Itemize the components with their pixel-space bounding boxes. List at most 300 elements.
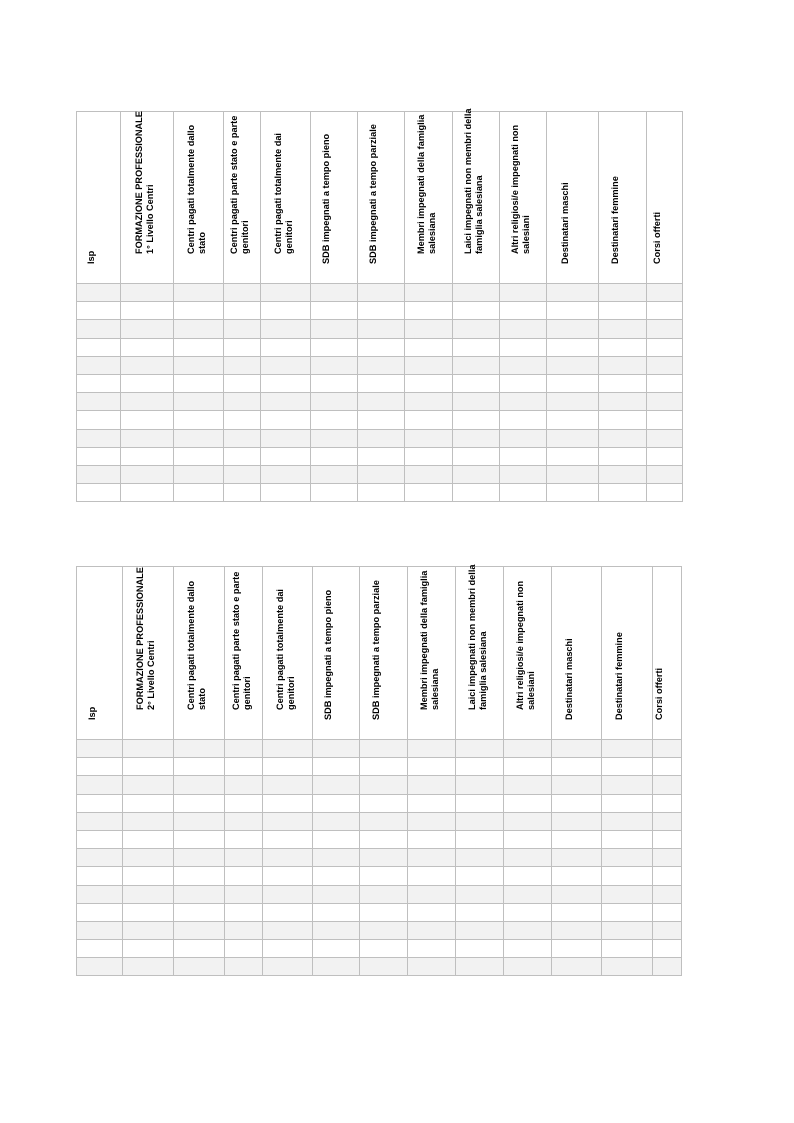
table-cell[interactable] bbox=[653, 758, 682, 776]
table-cell[interactable] bbox=[647, 374, 683, 392]
table-cell[interactable] bbox=[647, 302, 683, 320]
table-cell[interactable] bbox=[311, 484, 358, 502]
table-cell[interactable] bbox=[602, 758, 653, 776]
table-cell[interactable] bbox=[453, 374, 500, 392]
table-cell[interactable] bbox=[225, 740, 263, 758]
table-cell[interactable] bbox=[77, 812, 123, 830]
table-cell[interactable] bbox=[405, 447, 453, 465]
table-cell[interactable] bbox=[599, 302, 647, 320]
table-cell[interactable] bbox=[123, 740, 174, 758]
table-cell[interactable] bbox=[602, 921, 653, 939]
table-cell[interactable] bbox=[599, 393, 647, 411]
table-cell[interactable] bbox=[123, 885, 174, 903]
table-cell[interactable] bbox=[547, 302, 599, 320]
table-cell[interactable] bbox=[408, 776, 456, 794]
table-cell[interactable] bbox=[504, 740, 552, 758]
table-cell[interactable] bbox=[547, 484, 599, 502]
table-cell[interactable] bbox=[121, 465, 174, 483]
table-cell[interactable] bbox=[552, 958, 602, 976]
table-cell[interactable] bbox=[263, 776, 313, 794]
table-cell[interactable] bbox=[358, 374, 405, 392]
table-cell[interactable] bbox=[313, 885, 360, 903]
table-cell[interactable] bbox=[174, 903, 225, 921]
table-cell[interactable] bbox=[174, 484, 224, 502]
table-cell[interactable] bbox=[405, 284, 453, 302]
table-cell[interactable] bbox=[224, 447, 261, 465]
table-cell[interactable] bbox=[405, 484, 453, 502]
table-cell[interactable] bbox=[313, 921, 360, 939]
table-cell[interactable] bbox=[174, 338, 224, 356]
table-cell[interactable] bbox=[500, 447, 547, 465]
table-cell[interactable] bbox=[504, 794, 552, 812]
table-cell[interactable] bbox=[599, 484, 647, 502]
table-cell[interactable] bbox=[602, 903, 653, 921]
table-cell[interactable] bbox=[358, 338, 405, 356]
table-cell[interactable] bbox=[602, 776, 653, 794]
table-cell[interactable] bbox=[311, 465, 358, 483]
table-cell[interactable] bbox=[121, 374, 174, 392]
table-cell[interactable] bbox=[653, 812, 682, 830]
table-cell[interactable] bbox=[77, 320, 121, 338]
table-cell[interactable] bbox=[225, 940, 263, 958]
table-cell[interactable] bbox=[456, 758, 504, 776]
table-cell[interactable] bbox=[500, 284, 547, 302]
table-cell[interactable] bbox=[225, 921, 263, 939]
table-cell[interactable] bbox=[174, 958, 225, 976]
table-cell[interactable] bbox=[358, 411, 405, 429]
table-cell[interactable] bbox=[311, 393, 358, 411]
table-cell[interactable] bbox=[263, 903, 313, 921]
table-cell[interactable] bbox=[599, 284, 647, 302]
table-cell[interactable] bbox=[408, 940, 456, 958]
table-cell[interactable] bbox=[360, 758, 408, 776]
table-cell[interactable] bbox=[408, 921, 456, 939]
table-cell[interactable] bbox=[261, 447, 311, 465]
table-cell[interactable] bbox=[358, 393, 405, 411]
table-cell[interactable] bbox=[313, 958, 360, 976]
table-cell[interactable] bbox=[504, 958, 552, 976]
table-cell[interactable] bbox=[547, 465, 599, 483]
table-cell[interactable] bbox=[653, 849, 682, 867]
table-cell[interactable] bbox=[456, 776, 504, 794]
table-cell[interactable] bbox=[653, 830, 682, 848]
table-cell[interactable] bbox=[408, 758, 456, 776]
table-cell[interactable] bbox=[456, 903, 504, 921]
table-cell[interactable] bbox=[405, 338, 453, 356]
table-cell[interactable] bbox=[653, 794, 682, 812]
table-cell[interactable] bbox=[504, 849, 552, 867]
table-cell[interactable] bbox=[263, 885, 313, 903]
table-cell[interactable] bbox=[405, 429, 453, 447]
table-cell[interactable] bbox=[77, 903, 123, 921]
table-cell[interactable] bbox=[123, 849, 174, 867]
table-cell[interactable] bbox=[121, 484, 174, 502]
table-cell[interactable] bbox=[311, 302, 358, 320]
table-cell[interactable] bbox=[121, 338, 174, 356]
table-cell[interactable] bbox=[647, 465, 683, 483]
table-cell[interactable] bbox=[552, 940, 602, 958]
table-cell[interactable] bbox=[405, 356, 453, 374]
table-cell[interactable] bbox=[263, 812, 313, 830]
table-cell[interactable] bbox=[647, 484, 683, 502]
table-cell[interactable] bbox=[547, 356, 599, 374]
table-cell[interactable] bbox=[647, 320, 683, 338]
table-cell[interactable] bbox=[123, 794, 174, 812]
table-cell[interactable] bbox=[77, 758, 123, 776]
table-cell[interactable] bbox=[77, 849, 123, 867]
table-cell[interactable] bbox=[224, 320, 261, 338]
table-cell[interactable] bbox=[224, 374, 261, 392]
table-cell[interactable] bbox=[77, 776, 123, 794]
table-cell[interactable] bbox=[647, 411, 683, 429]
table-cell[interactable] bbox=[123, 867, 174, 885]
table-cell[interactable] bbox=[225, 849, 263, 867]
table-cell[interactable] bbox=[263, 921, 313, 939]
table-cell[interactable] bbox=[174, 776, 225, 794]
table-cell[interactable] bbox=[77, 794, 123, 812]
table-cell[interactable] bbox=[261, 484, 311, 502]
table-cell[interactable] bbox=[453, 302, 500, 320]
table-cell[interactable] bbox=[405, 374, 453, 392]
table-cell[interactable] bbox=[261, 320, 311, 338]
table-cell[interactable] bbox=[224, 484, 261, 502]
table-cell[interactable] bbox=[77, 830, 123, 848]
table-cell[interactable] bbox=[653, 885, 682, 903]
table-cell[interactable] bbox=[552, 867, 602, 885]
table-cell[interactable] bbox=[225, 776, 263, 794]
table-cell[interactable] bbox=[500, 429, 547, 447]
table-cell[interactable] bbox=[504, 776, 552, 794]
table-cell[interactable] bbox=[456, 812, 504, 830]
table-cell[interactable] bbox=[311, 338, 358, 356]
table-cell[interactable] bbox=[547, 411, 599, 429]
table-cell[interactable] bbox=[225, 867, 263, 885]
table-cell[interactable] bbox=[123, 776, 174, 794]
table-cell[interactable] bbox=[358, 302, 405, 320]
table-cell[interactable] bbox=[602, 885, 653, 903]
table-cell[interactable] bbox=[504, 903, 552, 921]
table-cell[interactable] bbox=[360, 958, 408, 976]
table-cell[interactable] bbox=[500, 320, 547, 338]
table-cell[interactable] bbox=[360, 940, 408, 958]
table-cell[interactable] bbox=[174, 885, 225, 903]
table-cell[interactable] bbox=[504, 812, 552, 830]
table-cell[interactable] bbox=[174, 740, 225, 758]
table-cell[interactable] bbox=[358, 284, 405, 302]
table-cell[interactable] bbox=[261, 356, 311, 374]
table-cell[interactable] bbox=[261, 411, 311, 429]
table-cell[interactable] bbox=[360, 776, 408, 794]
table-cell[interactable] bbox=[456, 794, 504, 812]
table-cell[interactable] bbox=[121, 320, 174, 338]
table-cell[interactable] bbox=[360, 903, 408, 921]
table-cell[interactable] bbox=[311, 284, 358, 302]
table-cell[interactable] bbox=[261, 465, 311, 483]
table-cell[interactable] bbox=[405, 393, 453, 411]
table-cell[interactable] bbox=[647, 338, 683, 356]
table-cell[interactable] bbox=[263, 740, 313, 758]
table-cell[interactable] bbox=[77, 484, 121, 502]
table-cell[interactable] bbox=[602, 830, 653, 848]
table-cell[interactable] bbox=[77, 284, 121, 302]
table-cell[interactable] bbox=[77, 885, 123, 903]
table-cell[interactable] bbox=[653, 940, 682, 958]
table-cell[interactable] bbox=[547, 320, 599, 338]
table-cell[interactable] bbox=[552, 849, 602, 867]
table-cell[interactable] bbox=[408, 740, 456, 758]
table-cell[interactable] bbox=[224, 356, 261, 374]
table-cell[interactable] bbox=[77, 740, 123, 758]
table-cell[interactable] bbox=[121, 429, 174, 447]
table-cell[interactable] bbox=[123, 958, 174, 976]
table-cell[interactable] bbox=[552, 812, 602, 830]
table-cell[interactable] bbox=[121, 302, 174, 320]
table-cell[interactable] bbox=[552, 885, 602, 903]
table-cell[interactable] bbox=[225, 830, 263, 848]
table-cell[interactable] bbox=[504, 758, 552, 776]
table-cell[interactable] bbox=[408, 794, 456, 812]
table-cell[interactable] bbox=[360, 794, 408, 812]
table-cell[interactable] bbox=[225, 812, 263, 830]
table-cell[interactable] bbox=[77, 356, 121, 374]
table-cell[interactable] bbox=[453, 465, 500, 483]
table-cell[interactable] bbox=[77, 447, 121, 465]
table-cell[interactable] bbox=[123, 758, 174, 776]
table-cell[interactable] bbox=[313, 830, 360, 848]
table-cell[interactable] bbox=[358, 320, 405, 338]
table-cell[interactable] bbox=[174, 320, 224, 338]
table-cell[interactable] bbox=[647, 447, 683, 465]
table-cell[interactable] bbox=[123, 940, 174, 958]
table-cell[interactable] bbox=[174, 429, 224, 447]
table-cell[interactable] bbox=[261, 429, 311, 447]
table-cell[interactable] bbox=[408, 958, 456, 976]
table-cell[interactable] bbox=[602, 849, 653, 867]
table-cell[interactable] bbox=[225, 958, 263, 976]
table-cell[interactable] bbox=[174, 812, 225, 830]
table-cell[interactable] bbox=[599, 411, 647, 429]
table-cell[interactable] bbox=[552, 830, 602, 848]
table-cell[interactable] bbox=[174, 921, 225, 939]
table-cell[interactable] bbox=[547, 447, 599, 465]
table-cell[interactable] bbox=[602, 940, 653, 958]
table-cell[interactable] bbox=[453, 484, 500, 502]
table-cell[interactable] bbox=[121, 411, 174, 429]
table-cell[interactable] bbox=[358, 447, 405, 465]
table-cell[interactable] bbox=[174, 794, 225, 812]
table-cell[interactable] bbox=[653, 776, 682, 794]
table-cell[interactable] bbox=[653, 903, 682, 921]
table-cell[interactable] bbox=[599, 465, 647, 483]
table-cell[interactable] bbox=[547, 284, 599, 302]
table-cell[interactable] bbox=[225, 885, 263, 903]
table-cell[interactable] bbox=[174, 447, 224, 465]
table-cell[interactable] bbox=[225, 794, 263, 812]
table-cell[interactable] bbox=[77, 465, 121, 483]
table-cell[interactable] bbox=[311, 356, 358, 374]
table-cell[interactable] bbox=[121, 393, 174, 411]
table-cell[interactable] bbox=[453, 447, 500, 465]
table-cell[interactable] bbox=[174, 830, 225, 848]
table-cell[interactable] bbox=[453, 284, 500, 302]
table-cell[interactable] bbox=[408, 830, 456, 848]
table-cell[interactable] bbox=[224, 465, 261, 483]
table-cell[interactable] bbox=[174, 393, 224, 411]
table-cell[interactable] bbox=[77, 302, 121, 320]
table-cell[interactable] bbox=[599, 320, 647, 338]
table-cell[interactable] bbox=[647, 393, 683, 411]
table-cell[interactable] bbox=[224, 393, 261, 411]
table-cell[interactable] bbox=[602, 740, 653, 758]
table-cell[interactable] bbox=[174, 758, 225, 776]
table-cell[interactable] bbox=[263, 958, 313, 976]
table-cell[interactable] bbox=[360, 849, 408, 867]
table-cell[interactable] bbox=[174, 940, 225, 958]
table-cell[interactable] bbox=[653, 958, 682, 976]
table-cell[interactable] bbox=[77, 921, 123, 939]
table-cell[interactable] bbox=[405, 411, 453, 429]
table-cell[interactable] bbox=[360, 885, 408, 903]
table-cell[interactable] bbox=[653, 921, 682, 939]
table-cell[interactable] bbox=[599, 338, 647, 356]
table-cell[interactable] bbox=[121, 447, 174, 465]
table-cell[interactable] bbox=[358, 465, 405, 483]
table-cell[interactable] bbox=[77, 338, 121, 356]
table-cell[interactable] bbox=[311, 320, 358, 338]
table-cell[interactable] bbox=[77, 374, 121, 392]
table-cell[interactable] bbox=[77, 393, 121, 411]
table-cell[interactable] bbox=[360, 830, 408, 848]
table-cell[interactable] bbox=[360, 921, 408, 939]
table-cell[interactable] bbox=[405, 465, 453, 483]
table-cell[interactable] bbox=[453, 411, 500, 429]
table-cell[interactable] bbox=[602, 867, 653, 885]
table-cell[interactable] bbox=[225, 903, 263, 921]
table-cell[interactable] bbox=[263, 794, 313, 812]
table-cell[interactable] bbox=[263, 849, 313, 867]
table-cell[interactable] bbox=[77, 429, 121, 447]
table-cell[interactable] bbox=[500, 393, 547, 411]
table-cell[interactable] bbox=[500, 411, 547, 429]
table-cell[interactable] bbox=[647, 429, 683, 447]
table-cell[interactable] bbox=[263, 940, 313, 958]
table-cell[interactable] bbox=[313, 794, 360, 812]
table-cell[interactable] bbox=[174, 284, 224, 302]
table-cell[interactable] bbox=[453, 338, 500, 356]
table-cell[interactable] bbox=[224, 411, 261, 429]
table-cell[interactable] bbox=[500, 338, 547, 356]
table-cell[interactable] bbox=[547, 338, 599, 356]
table-cell[interactable] bbox=[174, 411, 224, 429]
table-cell[interactable] bbox=[123, 830, 174, 848]
table-cell[interactable] bbox=[174, 849, 225, 867]
table-cell[interactable] bbox=[360, 867, 408, 885]
table-cell[interactable] bbox=[358, 429, 405, 447]
table-cell[interactable] bbox=[225, 758, 263, 776]
table-cell[interactable] bbox=[500, 484, 547, 502]
table-cell[interactable] bbox=[174, 867, 225, 885]
table-cell[interactable] bbox=[653, 867, 682, 885]
table-cell[interactable] bbox=[599, 447, 647, 465]
table-cell[interactable] bbox=[174, 374, 224, 392]
table-cell[interactable] bbox=[453, 429, 500, 447]
table-cell[interactable] bbox=[408, 849, 456, 867]
table-cell[interactable] bbox=[456, 958, 504, 976]
table-cell[interactable] bbox=[456, 830, 504, 848]
table-cell[interactable] bbox=[408, 885, 456, 903]
table-cell[interactable] bbox=[408, 903, 456, 921]
table-cell[interactable] bbox=[263, 758, 313, 776]
table-cell[interactable] bbox=[456, 740, 504, 758]
table-cell[interactable] bbox=[123, 921, 174, 939]
table-cell[interactable] bbox=[456, 849, 504, 867]
table-cell[interactable] bbox=[453, 393, 500, 411]
table-cell[interactable] bbox=[547, 393, 599, 411]
table-cell[interactable] bbox=[121, 284, 174, 302]
table-cell[interactable] bbox=[224, 284, 261, 302]
table-cell[interactable] bbox=[261, 374, 311, 392]
table-cell[interactable] bbox=[504, 885, 552, 903]
table-cell[interactable] bbox=[311, 429, 358, 447]
table-cell[interactable] bbox=[599, 356, 647, 374]
table-cell[interactable] bbox=[405, 320, 453, 338]
table-cell[interactable] bbox=[504, 921, 552, 939]
table-cell[interactable] bbox=[263, 830, 313, 848]
table-cell[interactable] bbox=[456, 867, 504, 885]
table-cell[interactable] bbox=[504, 867, 552, 885]
table-cell[interactable] bbox=[77, 411, 121, 429]
table-cell[interactable] bbox=[360, 812, 408, 830]
table-cell[interactable] bbox=[224, 429, 261, 447]
table-cell[interactable] bbox=[552, 776, 602, 794]
table-cell[interactable] bbox=[647, 356, 683, 374]
table-cell[interactable] bbox=[313, 776, 360, 794]
table-cell[interactable] bbox=[552, 921, 602, 939]
table-cell[interactable] bbox=[313, 867, 360, 885]
table-cell[interactable] bbox=[224, 302, 261, 320]
table-cell[interactable] bbox=[602, 794, 653, 812]
table-cell[interactable] bbox=[123, 903, 174, 921]
table-cell[interactable] bbox=[311, 374, 358, 392]
table-cell[interactable] bbox=[313, 740, 360, 758]
table-cell[interactable] bbox=[599, 429, 647, 447]
table-cell[interactable] bbox=[261, 393, 311, 411]
table-cell[interactable] bbox=[261, 302, 311, 320]
table-cell[interactable] bbox=[313, 812, 360, 830]
table-cell[interactable] bbox=[552, 758, 602, 776]
table-cell[interactable] bbox=[552, 903, 602, 921]
table-cell[interactable] bbox=[313, 903, 360, 921]
table-cell[interactable] bbox=[261, 284, 311, 302]
table-cell[interactable] bbox=[405, 302, 453, 320]
table-cell[interactable] bbox=[504, 830, 552, 848]
table-cell[interactable] bbox=[77, 867, 123, 885]
table-cell[interactable] bbox=[121, 356, 174, 374]
table-cell[interactable] bbox=[456, 885, 504, 903]
table-cell[interactable] bbox=[311, 447, 358, 465]
table-cell[interactable] bbox=[547, 374, 599, 392]
table-cell[interactable] bbox=[261, 338, 311, 356]
table-cell[interactable] bbox=[77, 958, 123, 976]
table-cell[interactable] bbox=[123, 812, 174, 830]
table-cell[interactable] bbox=[547, 429, 599, 447]
table-cell[interactable] bbox=[552, 740, 602, 758]
table-cell[interactable] bbox=[408, 812, 456, 830]
table-cell[interactable] bbox=[552, 794, 602, 812]
table-cell[interactable] bbox=[599, 374, 647, 392]
table-cell[interactable] bbox=[313, 758, 360, 776]
table-cell[interactable] bbox=[174, 302, 224, 320]
